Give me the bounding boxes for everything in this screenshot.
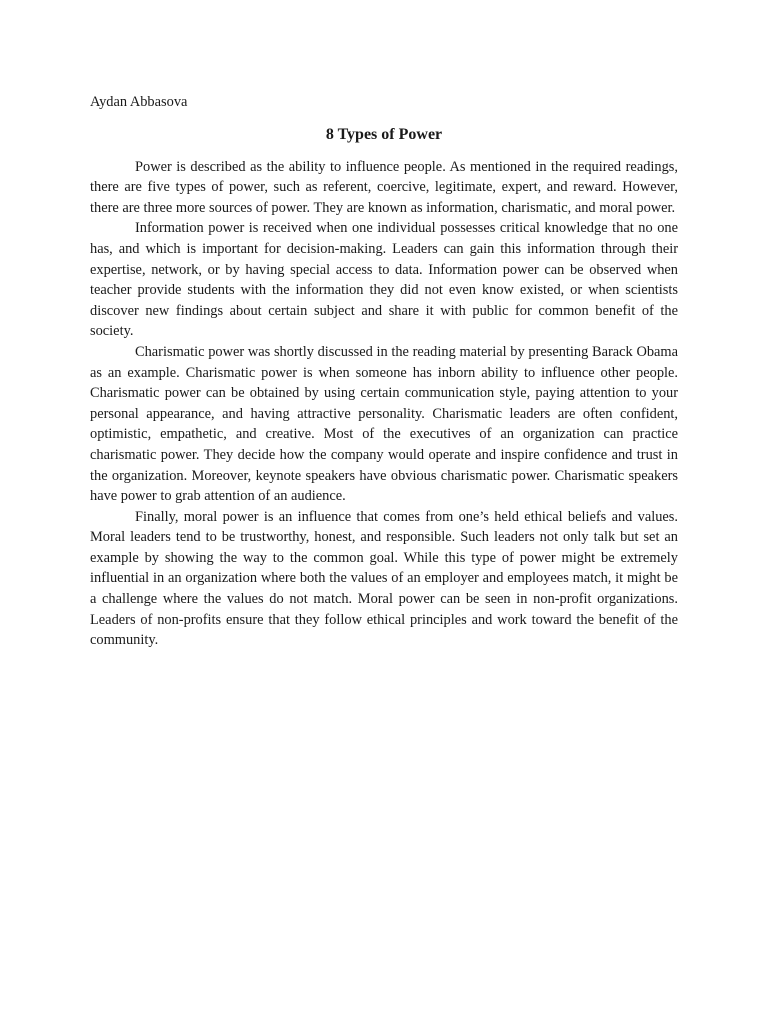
paragraph-information-power: Information power is received when one individual possesses critical knowledge that no one has, and which is important for decision-making. Leaders can gain this information through their expertise, network, or by having special access to data. Information power can be observed when teacher provide students with the information they did not even know existed, or when scientists discover new findings about certain subject and share it with public for common benefit of the society. [90, 220, 678, 340]
document-title: 8 Types of Power [325, 125, 443, 143]
author-name: Aydan Abbasova [90, 94, 188, 110]
paragraph-intro: Power is described as the ability to influence people. As mentioned in the required readings, there are five types of power, such as referent, coercive, legitimate, expert, and reward. However, there are three more sources of power. They are known as information, charismatic, and moral power. [90, 158, 678, 216]
document-body [90, 92, 678, 651]
paragraph-moral-power: Finally, moral power is an influence that comes from one’s held ethical beliefs and values. Moral leaders tend to be trustworthy, honest, and responsible. Such leaders not only talk but set an example by showing the way to the common goal. While this type of power might be extremely influential in an organization where both the values of an employer and employees match, it might be a challenge where the values do not match. Moral power can be seen in non-profit organizations. Leaders of non-profits ensure that they follow ethical principles and work toward the benefit of the community. [90, 508, 678, 649]
paragraph-charismatic-power: Charismatic power was shortly discussed in the reading material by presenting Barack Obama as an example. Charismatic power is when someone has inborn ability to influence other people. Charismatic power can be obtained by using certain communication style, paying attention to your personal appearance, and having attractive personality. Charismatic leaders are often confident, optimistic, empathetic, and creative. Most of the executives of an organization can practice charismatic power. They decide how the company would operate and inspire confidence and trust in the organization. Moreover, keynote speakers have obvious charismatic power. Charismatic speakers have power to grab attention of an audience. [90, 343, 678, 505]
